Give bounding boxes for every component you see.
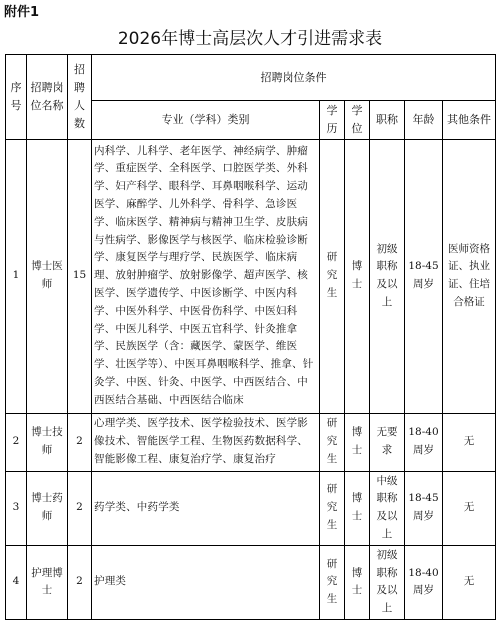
row-position: 博士技师 — [27, 413, 68, 471]
row-seq: 1 — [6, 139, 27, 413]
row-title: 初级职称及以上 — [370, 139, 405, 413]
page-title: 2026年博士高层次人才引进需求表 — [117, 29, 383, 49]
row-major: 心理学类、医学技术、医学检验技术、医学影像技术、智能医学工程、生物医药数据科学、智能影像工程、康复治疗学、康复治疗 — [92, 413, 320, 471]
header-education: 学历 — [320, 101, 345, 140]
table-row — [6, 471, 496, 545]
row-count: 2 — [68, 413, 92, 471]
row-position: 博士药师 — [27, 471, 68, 545]
row-seq: 3 — [6, 471, 27, 545]
row-seq: 2 — [6, 413, 27, 471]
header-age: 年龄 — [405, 101, 443, 140]
header-conditions: 招聘岗位条件 — [92, 55, 496, 101]
table-row — [6, 139, 496, 413]
row-count: 2 — [68, 545, 92, 619]
row-other: 无 — [443, 471, 496, 545]
header-row-1 — [6, 55, 496, 101]
table-row — [6, 413, 496, 471]
row-title: 无要求 — [370, 413, 405, 471]
row-education: 研究生 — [320, 413, 345, 471]
row-age: 18-40周岁 — [405, 413, 443, 471]
table-row — [6, 545, 496, 619]
row-education: 研究生 — [320, 139, 345, 413]
row-title: 初级职称及以上 — [370, 545, 405, 619]
header-major: 专业（学科）类别 — [92, 101, 320, 140]
row-count: 2 — [68, 471, 92, 545]
row-degree: 博士 — [345, 413, 370, 471]
row-degree: 博士 — [345, 471, 370, 545]
row-education: 研究生 — [320, 545, 345, 619]
header-degree: 学位 — [345, 101, 370, 140]
row-degree: 博士 — [345, 139, 370, 413]
row-major: 内科学、儿科学、老年医学、神经病学、肿瘤学、重症医学、全科医学、口腔医学类、外科学、妇产科学、眼科学、耳鼻咽喉科学、运动医学、麻醉学、儿外科学、骨科学、急诊医学、临床医学、精神病与精神卫生学、皮肤病与性病学、影像医学与核医学、临床检验诊断学、康复医学与理疗学、民族医学、临床病理、放射肿瘤学、放射影像学、超声医学、核医学、医学遗传学、中医诊断学、中医内科学、中医外科学、中医骨伤科学、中医妇科学、中医儿科学、中医五官科学、针灸推拿学、民族医学（含：藏医学、蒙医学、维医学、壮医学等）、中医耳鼻咽喉科学、推拿、针灸学、中医、针灸、中医学、中西医结合、中西医结合基础、中西医结合临床 — [92, 139, 320, 413]
row-other: 无 — [443, 413, 496, 471]
recruitment-table — [5, 54, 496, 620]
header-count: 招聘人数 — [68, 55, 92, 140]
row-major: 护理类 — [92, 545, 320, 619]
header-seq: 序号 — [6, 55, 27, 140]
row-count: 15 — [68, 139, 92, 413]
row-major: 药学类、中药学类 — [92, 471, 320, 545]
row-other: 医师资格证、执业证、住培合格证 — [443, 139, 496, 413]
row-degree: 博士 — [345, 545, 370, 619]
header-other: 其他条件 — [443, 101, 496, 140]
row-age: 18-40周岁 — [405, 545, 443, 619]
row-position: 护理博士 — [27, 545, 68, 619]
row-age: 18-45周岁 — [405, 471, 443, 545]
header-position: 招聘岗位名称 — [27, 55, 68, 140]
row-seq: 4 — [6, 545, 27, 619]
header-title: 职称 — [370, 101, 405, 140]
row-age: 18-45周岁 — [405, 139, 443, 413]
row-title: 中级职称及以上 — [370, 471, 405, 545]
row-position: 博士医师 — [27, 139, 68, 413]
attachment-label: 附件1 — [4, 5, 40, 20]
row-education: 研究生 — [320, 471, 345, 545]
row-other: 无 — [443, 545, 496, 619]
